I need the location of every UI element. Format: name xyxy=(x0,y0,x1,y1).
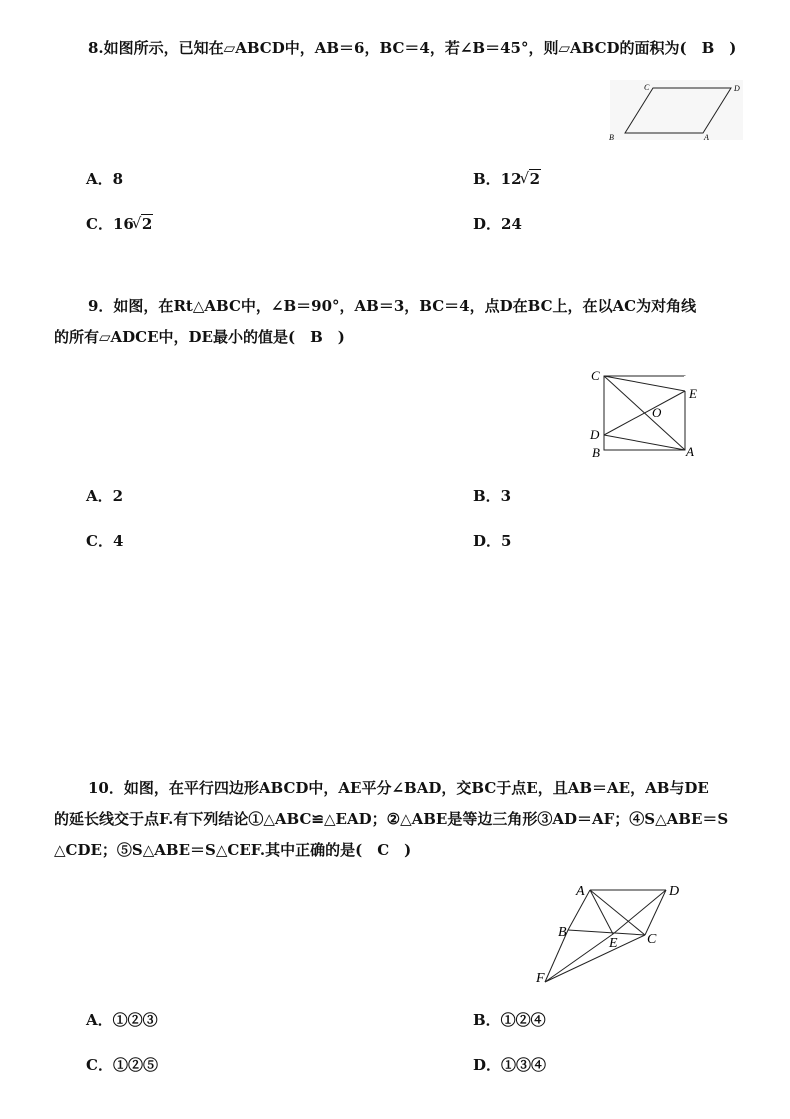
label-o: O xyxy=(652,405,662,420)
q8-option-c[interactable] xyxy=(86,213,153,234)
question-10-stem-line3: △CDE；⑤S△ABE＝S△CEF.其中正确的是( C ) xyxy=(54,841,412,859)
q9-option-c[interactable]: C．4 xyxy=(86,532,124,550)
q8-option-b-radicand: 2 xyxy=(529,170,540,188)
q10-option-d[interactable]: D．①③④ xyxy=(473,1056,547,1074)
question-10-stem-line2: 的延长线交于点F.有下列结论①△ABC≌△EAD；②△ABE是等边三角形③AD＝AF；④S△ABE＝S xyxy=(54,810,729,828)
q8-option-c-text: C．16 xyxy=(86,215,134,233)
q8-option-a[interactable]: A．8 xyxy=(86,170,124,188)
label-d: D xyxy=(590,427,600,442)
label-a: A xyxy=(686,444,694,459)
label-b: B xyxy=(558,925,567,940)
question-10-stem-line1: 10．如图，在平行四边形ABCD中，AE平分∠BAD，交BC于点E，且AB＝AE，AB与DE xyxy=(88,779,709,797)
label-d: D xyxy=(734,84,740,93)
q8-option-b-text: B．12 xyxy=(473,170,522,188)
question-9-stem-line1: 9．如图，在Rt△ABC中，∠B＝90°，AB＝3，BC＝4，点D在BC上，在以AC为对角线 xyxy=(88,297,697,315)
q8-option-b[interactable] xyxy=(473,168,541,189)
label-c: C xyxy=(591,368,600,383)
q10-option-b[interactable]: B．①②④ xyxy=(473,1011,546,1029)
label-a: A xyxy=(576,884,585,899)
q9-option-d[interactable]: D．5 xyxy=(473,532,512,550)
question-9-stem-line2: 的所有▱ADCE中，DE最小的值是( B ) xyxy=(54,328,345,346)
q8-option-c-radicand: 2 xyxy=(141,215,153,233)
question-9-figure xyxy=(585,365,705,463)
question-8-stem: 8.如图所示，已知在▱ABCD中，AB＝6，BC＝4，若∠B＝45°，则▱ABCD的面积为( B ) xyxy=(88,39,737,57)
label-c: C xyxy=(647,932,657,947)
q10-option-a[interactable]: A．①②③ xyxy=(86,1011,158,1029)
q8-option-d[interactable]: D．24 xyxy=(473,215,522,233)
sqrt-icon xyxy=(134,215,153,233)
sqrt-icon xyxy=(522,170,541,188)
label-c: C xyxy=(644,83,650,92)
label-d: D xyxy=(669,884,680,899)
q9-option-b[interactable]: B．3 xyxy=(473,487,512,505)
q9-option-a[interactable]: A．2 xyxy=(86,487,124,505)
question-8-figure xyxy=(605,80,745,142)
label-f: F xyxy=(536,971,545,986)
label-a: A xyxy=(704,133,709,142)
label-e: E xyxy=(689,386,697,401)
question-10-figure xyxy=(532,878,692,988)
label-e: E xyxy=(609,936,618,951)
label-b: B xyxy=(609,133,614,142)
q10-option-c[interactable]: C．①②⑤ xyxy=(86,1056,158,1074)
label-b: B xyxy=(592,445,600,460)
